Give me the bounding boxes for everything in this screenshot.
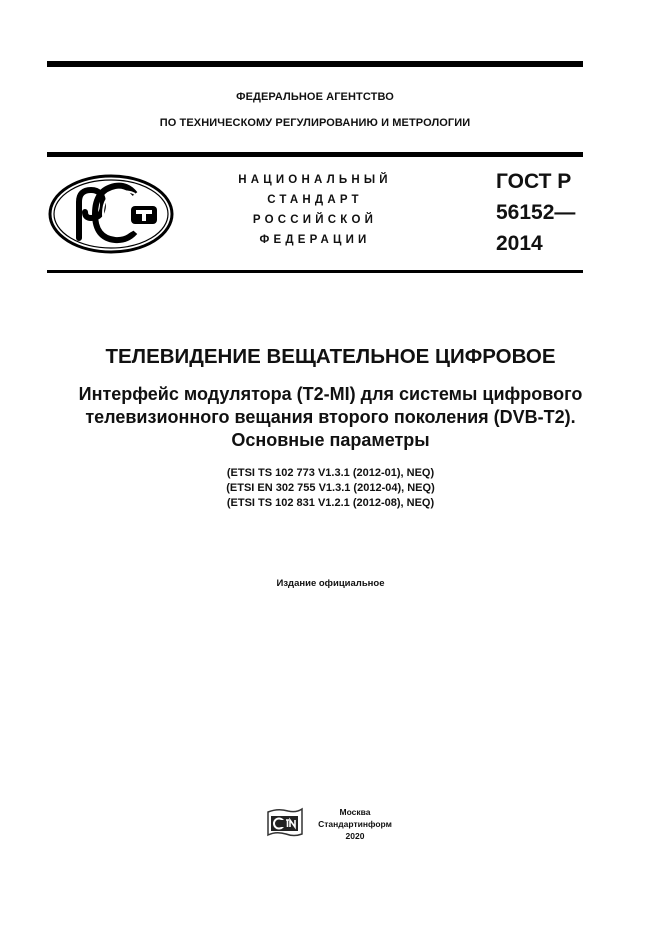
gost-logo-icon <box>47 172 175 256</box>
agency-line-2: ПО ТЕХНИЧЕСКОМУ РЕГУЛИРОВАНИЮ И МЕТРОЛОГИИ <box>159 117 471 129</box>
national-standard-label <box>215 170 415 250</box>
designation-line: ГОСТ Р <box>496 170 572 193</box>
publisher-year: 2020 <box>345 831 365 841</box>
standard-block-divider <box>47 270 583 273</box>
publisher-name: Стандартинформ <box>318 819 392 829</box>
document-title: ТЕЛЕВИДЕНИЕ ВЕЩАТЕЛЬНОЕ ЦИФРОВОЕ <box>105 345 556 368</box>
reference-standards <box>0 466 661 511</box>
national-line: ФЕДЕРАЦИИ <box>259 234 371 246</box>
header-divider <box>47 152 583 157</box>
subtitle-line: Интерфейс модулятора (T2-MI) для системы цифрового <box>78 384 583 404</box>
reference-line: (ETSI EN 302 755 V1.3.1 (2012-04), NEQ) <box>226 482 435 494</box>
gost-designation <box>496 166 606 259</box>
national-line: НАЦИОНАЛЬНЫЙ <box>238 174 392 186</box>
national-line: СТАНДАРТ <box>267 194 363 206</box>
designation-line: 2014 <box>496 232 543 255</box>
subtitle-line: Основные параметры <box>231 430 430 450</box>
reference-line: (ETSI TS 102 831 V1.2.1 (2012-08), NEQ) <box>226 497 435 509</box>
subtitle-line: телевизионного вещания второго поколения (DVB-T2). <box>85 407 576 427</box>
publisher-city: Москва <box>339 807 371 817</box>
standartinform-logo-icon <box>266 806 304 838</box>
document-subtitle <box>0 383 661 452</box>
publisher-info <box>300 806 410 842</box>
national-line: РОССИЙСКОЙ <box>252 214 378 226</box>
agency-line-1: ФЕДЕРАЛЬНОЕ АГЕНТСТВО <box>236 91 394 103</box>
designation-line: 56152— <box>496 201 576 224</box>
top-rule <box>47 61 583 67</box>
reference-line: (ETSI TS 102 773 V1.3.1 (2012-01), NEQ) <box>226 467 435 479</box>
edition-label: Издание официальное <box>276 578 385 589</box>
